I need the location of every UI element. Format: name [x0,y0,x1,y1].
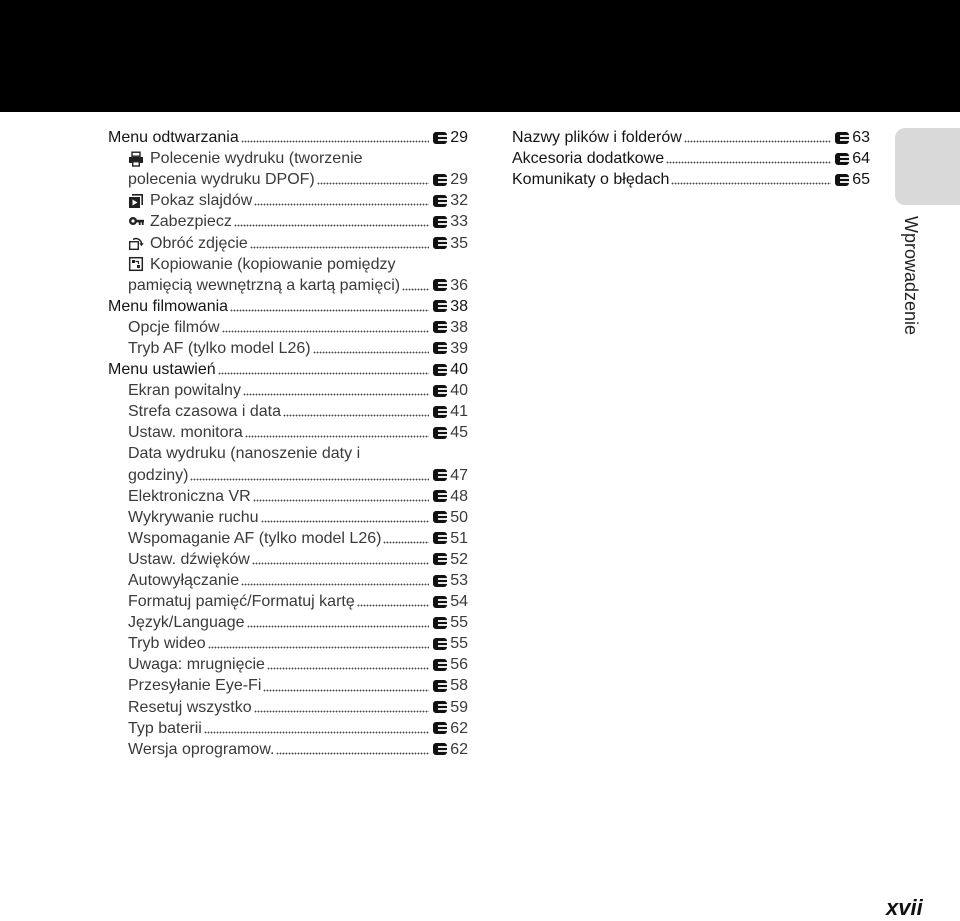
page-reference [432,359,468,380]
page-reference [432,401,468,422]
toc-column-left [108,127,468,760]
dot-leader [254,710,429,713]
toc-item [108,697,468,718]
toc-item-label: godziny) [128,466,189,484]
page-reference [432,675,468,696]
page-number-ref: 52 [450,550,468,568]
toc-item [108,380,468,401]
page-reference [432,718,468,739]
page-reference [432,317,468,338]
page-reference [834,148,870,169]
toc-item [108,148,468,169]
toc-item [108,675,468,696]
toc-item-label: Wykrywanie ruchu [128,508,259,526]
page-number-ref: 55 [450,614,468,632]
dot-leader [234,224,429,227]
reference-section-icon [432,489,448,503]
rotate-image-icon [128,235,144,251]
section-tab-marker [895,128,960,205]
reference-section-icon [432,341,448,355]
toc-item-label: Język/Language [128,614,245,632]
toc-item-label: Uwaga: mrugnięcie [128,656,265,674]
toc-item [108,591,468,612]
reference-section-icon [432,700,448,714]
reference-section-icon [432,278,448,292]
page-reference [432,697,468,718]
page-number-ref: 59 [450,698,468,716]
toc-item [108,654,468,675]
dot-leader [247,625,429,628]
page-reference [432,465,468,486]
page-number-ref: 40 [450,361,468,379]
dot-leader [190,478,429,481]
toc-heading-label: Komunikaty o błędach [512,171,670,189]
toc-item-continuation [108,275,468,296]
section-tab-label: Wprowadzenie [901,216,921,336]
toc-item [108,528,468,549]
reference-section-icon [432,574,448,588]
page-reference [432,380,468,401]
toc-item-label: Ekran powitalny [128,382,241,400]
page-reference [432,591,468,612]
toc-heading [108,296,468,317]
reference-section-icon [432,742,448,756]
toc-item-label: Zabezpiecz [150,213,232,231]
page-number-ref: 64 [852,150,870,168]
toc-column-right [512,127,870,190]
dot-leader [276,752,429,755]
reference-section-icon [432,637,448,651]
dot-leader [313,351,429,354]
page-number-ref: 36 [450,276,468,294]
reference-section-icon [432,510,448,524]
protect-key-icon [128,214,144,230]
page-reference [432,654,468,675]
page-reference [432,422,468,443]
toc-heading [512,148,870,169]
page-number-ref: 29 [450,171,468,189]
reference-section-icon [834,173,850,187]
page-number-ref: 40 [450,382,468,400]
dot-leader [263,689,429,692]
dot-leader [402,288,429,291]
dot-leader [261,520,429,523]
dot-leader [245,435,429,438]
dot-leader [671,182,831,185]
toc-heading [512,169,870,190]
page-reference [432,612,468,633]
reference-section-icon [432,679,448,693]
reference-section-icon [432,405,448,419]
page-reference [432,549,468,570]
page-number-ref: 45 [450,424,468,442]
page-number-ref: 32 [450,192,468,210]
page-reference [432,633,468,654]
dot-leader [383,541,429,544]
toc-item-label: Opcje filmów [128,318,220,336]
toc-item-label: Przesyłanie Eye-Fi [128,677,262,695]
page-number: xvii [886,895,923,920]
toc-item [108,549,468,570]
reference-section-icon [432,595,448,609]
reference-section-icon [834,152,850,166]
toc-item-label: Ustaw. dźwięków [128,550,250,568]
page-number-ref: 54 [450,593,468,611]
reference-section-icon [432,236,448,250]
dot-leader [230,309,429,312]
toc-item-label: Formatuj pamięć/Formatuj kartę [128,593,355,611]
reference-section-icon [432,658,448,672]
page-reference [432,570,468,591]
page-number-ref: 65 [852,171,870,189]
dot-leader [204,731,429,734]
reference-section-icon [432,299,448,313]
toc-item [108,338,468,359]
toc-item-continuation [108,169,468,190]
dot-leader [253,499,429,502]
toc-item [108,507,468,528]
toc-item [108,718,468,739]
toc-heading-label: Menu filmowania [108,297,229,315]
toc-heading-label: Menu odtwarzania [108,129,239,147]
page-reference [432,233,468,254]
toc-item [108,254,468,275]
dot-leader [357,604,429,607]
toc-item [108,317,468,338]
toc-item-label: Ustaw. monitora [128,424,243,442]
page-number-ref: 58 [450,677,468,695]
dot-leader [250,246,429,249]
page-reference [834,169,870,190]
reference-section-icon [432,616,448,630]
reference-section-icon [432,173,448,187]
page-reference [432,528,468,549]
toc-item-label: Data wydruku (nanoszenie daty i [128,445,361,463]
dot-leader [243,393,429,396]
page-number-ref: 41 [450,403,468,421]
toc-item-label: Kopiowanie (kopiowanie pomiędzy [150,255,396,273]
toc-heading [512,127,870,148]
toc-item [108,739,468,760]
toc-heading [108,359,468,380]
toc-item-label: Wersja oprogramow. [128,740,275,758]
toc-item-label: Obróć zdjęcie [150,234,248,252]
page-number-ref: 50 [450,508,468,526]
page-number-ref: 53 [450,572,468,590]
page-reference [432,190,468,211]
page-reference [432,296,468,317]
dot-leader [666,161,831,164]
page-number-ref: 55 [450,635,468,653]
page-number-ref: 47 [450,466,468,484]
toc-item-label: Polecenie wydruku (tworzenie [150,150,363,168]
toc-item [108,190,468,211]
dot-leader [222,330,429,333]
reference-section-icon [432,552,448,566]
copy-icon [128,256,144,272]
page-number-ref: 48 [450,487,468,505]
reference-section-icon [834,131,850,145]
dot-leader [283,414,429,417]
toc-item [108,211,468,232]
toc-heading-label: Akcesoria dodatkowe [512,150,665,168]
reference-section-icon [432,320,448,334]
page-reference [834,127,870,148]
dot-leader [267,667,429,670]
dot-leader [208,646,429,649]
slideshow-icon [128,193,144,209]
toc-item-label: Autowyłączanie [128,572,240,590]
page-reference [432,338,468,359]
reference-section-icon [432,531,448,545]
toc-heading-label: Nazwy plików i folderów [512,129,682,147]
page-reference [432,739,468,760]
reference-section-icon [432,426,448,440]
dot-leader [254,203,429,206]
toc-item-label: polecenia wydruku DPOF) [128,171,315,189]
toc-item-label: Strefa czasowa i data [128,403,281,421]
dot-leader [241,140,429,143]
toc-item [108,486,468,507]
page-reference [432,169,468,190]
page-reference [432,211,468,232]
page-number-ref: 62 [450,719,468,737]
page-number-ref: 63 [852,129,870,147]
page-number-ref: 56 [450,656,468,674]
toc-item-continuation [108,465,468,486]
toc-item [108,443,468,464]
dot-leader [252,562,429,565]
toc-item [108,422,468,443]
toc-item [108,232,468,253]
toc-item [108,612,468,633]
page-number-ref: 38 [450,318,468,336]
page-number-ref: 29 [450,129,468,147]
toc-item [108,570,468,591]
page-reference [432,486,468,507]
toc-heading-label: Menu ustawień [108,361,216,379]
page-number-ref: 35 [450,234,468,252]
page-reference [432,507,468,528]
toc-item [108,633,468,654]
page-reference [432,127,468,148]
dot-leader [684,140,831,143]
reference-section-icon [432,468,448,482]
toc-item-label: Elektroniczna VR [128,487,251,505]
reference-section-icon [432,721,448,735]
toc-item-label: Tryb AF (tylko model L26) [128,339,311,357]
toc-item-label: Tryb wideo [128,635,206,653]
reference-section-icon [432,363,448,377]
print-order-icon [128,151,144,167]
reference-section-icon [432,384,448,398]
toc-item [108,401,468,422]
header-band [0,0,960,112]
page-number-ref: 62 [450,740,468,758]
reference-section-icon [432,215,448,229]
page-number-ref: 39 [450,339,468,357]
toc-item-label: Resetuj wszystko [128,698,252,716]
page-number-ref: 33 [450,213,468,231]
dot-leader [241,583,429,586]
toc-heading [108,127,468,148]
toc-item-label: pamięcią wewnętrzną a kartą pamięci) [128,276,401,294]
reference-section-icon [432,194,448,208]
toc-item-label: Typ baterii [128,719,202,737]
dot-leader [317,182,429,185]
dot-leader [218,372,429,375]
page-number-ref: 38 [450,297,468,315]
page-number-ref: 51 [450,529,468,547]
toc-item-label: Wspomaganie AF (tylko model L26) [128,529,382,547]
reference-section-icon [432,131,448,145]
toc-item-label: Pokaz slajdów [150,192,253,210]
page-reference [432,275,468,296]
